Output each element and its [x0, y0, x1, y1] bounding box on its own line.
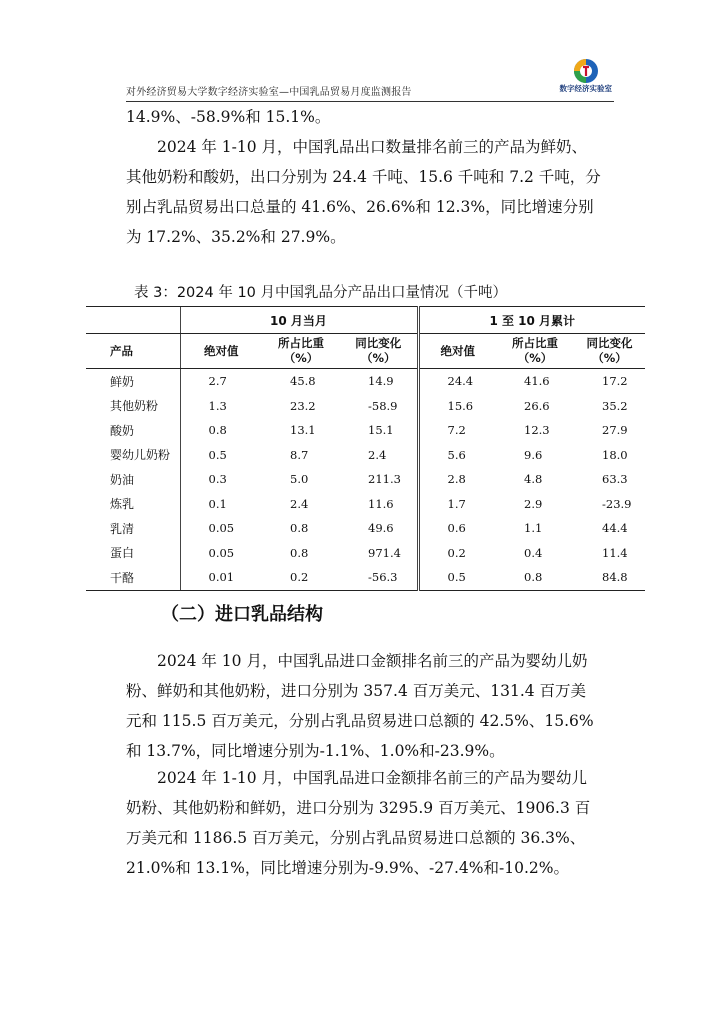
value-cell: 0.05 — [180, 516, 262, 541]
value-cell: 63.3 — [602, 472, 628, 487]
value-cell: 49.6 — [368, 521, 394, 536]
value-cell: 18.0 — [602, 447, 628, 462]
value-cell: 15.6 — [418, 394, 496, 419]
value-cell: 5.6 — [418, 443, 496, 468]
table-column-header-row — [86, 334, 645, 369]
text-line: 14.9%、-58.9%和 15.1%。 — [126, 108, 331, 126]
value-cell: 12.3 — [524, 423, 550, 438]
product-name-cell: 干酪 — [86, 565, 180, 590]
text-line: 其他奶粉和酸奶，出口分别为 24.4 千吨、15.6 千吨和 7.2 千吨，分 — [126, 168, 601, 186]
column-header: 绝对值 — [418, 334, 496, 369]
value-cell: -56.3 — [340, 565, 418, 590]
table-caption: 表 3：2024 年 10 月中国乳品分产品出口量情况（千吨） — [134, 285, 508, 301]
value-cell: 1.1 — [524, 521, 543, 536]
value-cell: 26.6 — [524, 398, 550, 413]
product-name-cell: 乳清 — [110, 521, 135, 536]
value-cell: 2.4 — [290, 496, 309, 511]
text-line: 2024 年 1-10 月，中国乳品进口金额排名前三的产品为婴幼儿 — [157, 769, 588, 787]
value-cell: 13.1 — [290, 423, 316, 438]
value-cell: 9.6 — [524, 447, 543, 462]
value-cell: 0.6 — [418, 516, 496, 541]
value-cell: 0.1 — [180, 492, 262, 517]
value-cell: 0.3 — [180, 467, 262, 492]
column-header: 绝对值 — [180, 334, 262, 369]
table-body — [86, 369, 645, 591]
value-cell: 211.3 — [368, 472, 401, 487]
table-row — [86, 516, 645, 541]
value-cell: 1.3 — [180, 394, 262, 419]
value-cell: 14.9 — [368, 374, 394, 389]
value-cell: 971.4 — [368, 545, 401, 560]
value-cell: 2.7 — [180, 369, 262, 394]
table-header-empty — [86, 307, 180, 334]
export-paragraph — [126, 102, 618, 252]
text-line: 元和 115.5 百万美元，分别占乳品贸易进口总额的 42.5%、15.6% — [126, 712, 594, 730]
value-cell: 0.8 — [496, 565, 574, 590]
table-row — [86, 541, 645, 566]
product-name-cell: 其他奶粉 — [110, 399, 159, 414]
value-cell: 27.9 — [602, 423, 628, 438]
text-line: 粉、鲜奶和其他奶粉，进口分别为 357.4 百万美元、131.4 百万美 — [126, 682, 587, 700]
section-title: （二）进口乳品结构 — [161, 604, 323, 625]
header-current-month: 10 月当月 — [180, 307, 418, 334]
table-row — [86, 394, 645, 419]
table-row — [86, 565, 645, 590]
value-cell: 5.0 — [290, 472, 309, 487]
value-cell: 11.4 — [602, 545, 628, 560]
column-header: 所占比重 （%） — [262, 334, 340, 369]
column-header: 产品 — [86, 334, 180, 369]
value-cell: 0.8 — [290, 545, 309, 560]
product-name-cell: 婴幼儿奶粉 — [110, 448, 171, 463]
table-row — [86, 418, 645, 443]
value-cell: 0.5 — [180, 443, 262, 468]
value-cell: 8.7 — [290, 447, 309, 462]
product-name-cell: 蛋白 — [110, 546, 135, 561]
header-cumulative: 1 至 10 月累计 — [418, 307, 645, 334]
value-cell: -58.9 — [368, 398, 398, 413]
value-cell: 35.2 — [602, 398, 628, 413]
value-cell: 2.4 — [368, 447, 387, 462]
text-line: 别占乳品贸易出口总量的 41.6%、26.6%和 12.3%，同比增速分别 — [126, 198, 594, 216]
value-cell: 0.01 — [180, 565, 262, 590]
value-cell: 45.8 — [290, 374, 316, 389]
text-line: 和 13.7%，同比增速分别为-1.1%、1.0%和-23.9%。 — [126, 742, 505, 760]
text-line: 万美元和 1186.5 百万美元，分别占乳品贸易进口总额的 36.3%、 — [126, 829, 586, 847]
value-cell: 0.8 — [290, 521, 309, 536]
column-header: 同比变化 （%） — [574, 334, 645, 369]
value-cell: 84.8 — [574, 565, 645, 590]
export-table — [86, 306, 645, 591]
value-cell: 2.8 — [418, 467, 496, 492]
text-line: 为 17.2%、35.2%和 27.9%。 — [126, 228, 346, 246]
product-name-cell: 酸奶 — [110, 423, 135, 438]
value-cell: 0.5 — [418, 565, 496, 590]
column-header: 同比变化 （%） — [340, 334, 418, 369]
value-cell: 4.8 — [524, 472, 543, 487]
value-cell: 0.8 — [180, 418, 262, 443]
column-header: 所占比重 （%） — [496, 334, 574, 369]
text-line: 2024 年 1-10 月，中国乳品出口数量排名前三的产品为鲜奶、 — [157, 138, 588, 156]
value-cell: 0.2 — [262, 565, 340, 590]
value-cell: 2.9 — [524, 496, 543, 511]
value-cell: 44.4 — [602, 521, 628, 536]
table-group-header-row — [86, 307, 645, 334]
text-line: 21.0%和 13.1%，同比增速分别为-9.9%、-27.4%和-10.2%。 — [126, 859, 569, 877]
header-title: 对外经济贸易大学数字经济实验室—中国乳品贸易月度监测报告 — [126, 87, 412, 98]
value-cell: 17.2 — [602, 374, 628, 389]
import-cumulative-paragraph — [126, 763, 618, 883]
value-cell: 7.2 — [418, 418, 496, 443]
text-line: 奶粉、其他奶粉和鲜奶，进口分别为 3295.9 百万美元、1906.3 百 — [126, 799, 591, 817]
value-cell: 0.2 — [418, 541, 496, 566]
import-monthly-paragraph — [126, 646, 618, 766]
value-cell: 41.6 — [524, 374, 550, 389]
product-name-cell: 鲜奶 — [110, 374, 135, 389]
table-row — [86, 443, 645, 468]
value-cell: 0.05 — [180, 541, 262, 566]
logo-caption: 数字经济实验室 — [559, 84, 612, 93]
value-cell: 1.7 — [418, 492, 496, 517]
table-row — [86, 492, 645, 517]
table-row — [86, 369, 645, 394]
table-row — [86, 467, 645, 492]
value-cell: 0.4 — [524, 545, 543, 560]
value-cell: 23.2 — [290, 398, 316, 413]
lab-logo — [548, 56, 614, 96]
value-cell: 11.6 — [368, 496, 394, 511]
value-cell: 24.4 — [418, 369, 496, 394]
text-line: 2024 年 10 月，中国乳品进口金额排名前三的产品为婴幼儿奶 — [157, 652, 588, 670]
value-cell: 15.1 — [368, 423, 394, 438]
page-header — [126, 50, 614, 102]
product-name-cell: 奶油 — [110, 472, 135, 487]
value-cell: -23.9 — [602, 496, 632, 511]
product-name-cell: 炼乳 — [110, 497, 135, 512]
